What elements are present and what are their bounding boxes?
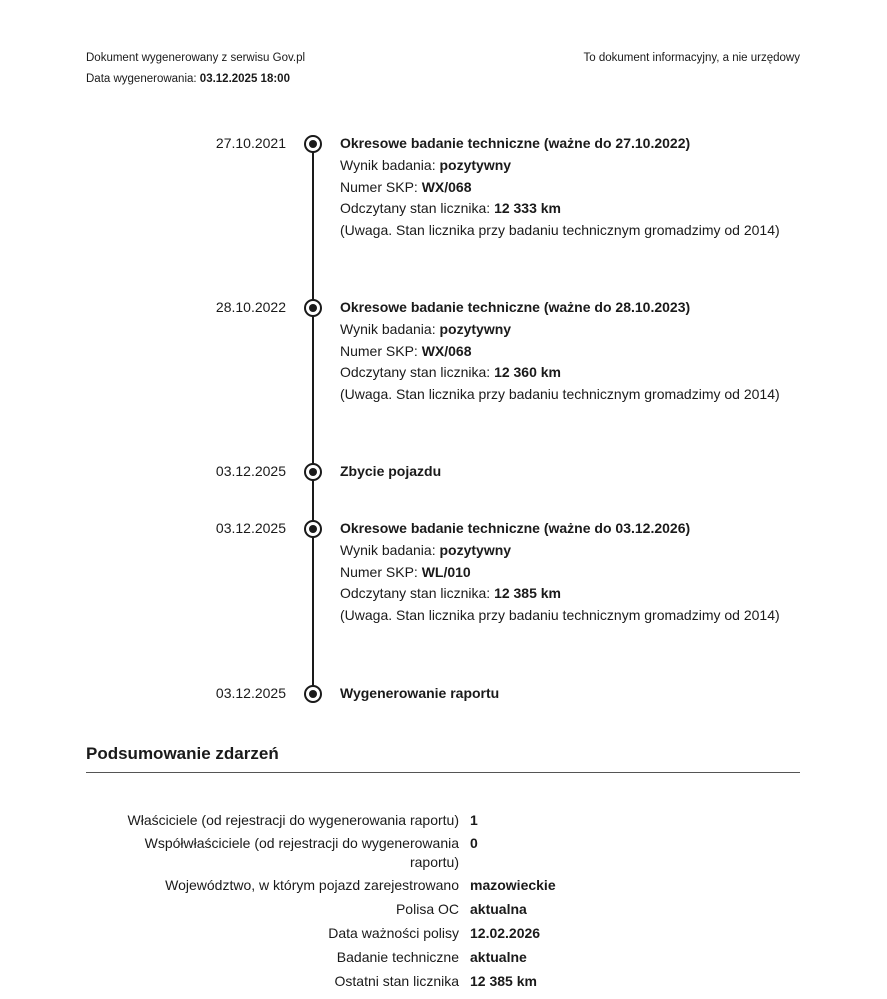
timeline-line xyxy=(312,143,314,693)
event-result: Wynik badania: pozytywny xyxy=(340,541,512,558)
event-date: 03.12.2025 xyxy=(215,463,286,479)
event-title: Wygenerowanie raportu xyxy=(340,685,500,701)
summary-value: aktualna xyxy=(470,901,527,917)
summary-label: Data ważności polisy xyxy=(328,925,459,941)
summary-value: 12 385 km xyxy=(470,973,537,989)
summary-value: mazowieckie xyxy=(470,877,556,893)
disclaimer-text: To dokument informacyjny, a nie urzędowy xyxy=(583,52,800,64)
timeline-dot-icon xyxy=(304,685,322,703)
event-result: Wynik badania: pozytywny xyxy=(340,156,512,173)
summary-label: Polisa OC xyxy=(395,901,459,917)
event-note: (Uwaga. Stan licznika przy badaniu technicznym gromadzimy od 2014) xyxy=(340,222,780,239)
event-skp: Numer SKP: WX/068 xyxy=(340,178,472,195)
summary-label: Ostatni stan licznika xyxy=(334,973,459,989)
event-body xyxy=(340,461,780,483)
event-odometer: Odczytany stan licznika: 12 333 km xyxy=(340,200,562,217)
timeline-dot-icon xyxy=(304,463,322,481)
generated-date-line xyxy=(86,69,305,90)
timeline-dot-icon xyxy=(304,299,322,317)
event-date: 28.10.2022 xyxy=(215,299,286,315)
summary-label: Właściciele (od rejestracji do wygenerowania raportu) xyxy=(127,812,459,828)
event-title: Okresowe badanie techniczne (ważne do 28.10.2023) xyxy=(340,299,691,315)
summary-value: 0 xyxy=(470,835,478,851)
generated-label: Data wygenerowania: xyxy=(86,73,197,85)
event-date: 27.10.2021 xyxy=(215,135,286,151)
event-body xyxy=(340,133,780,242)
event-skp: Numer SKP: WX/068 xyxy=(340,342,472,359)
summary-label: Badanie techniczne xyxy=(336,949,459,965)
event-body xyxy=(340,297,780,406)
summary-label: Współwłaściciele (od rejestracji do wygenerowania raportu) xyxy=(144,835,459,870)
header-left xyxy=(86,48,305,90)
event-title: Okresowe badanie techniczne (ważne do 27.10.2022) xyxy=(340,135,691,151)
event-title: Zbycie pojazdu xyxy=(340,463,442,479)
summary-value: aktualne xyxy=(470,949,527,965)
event-odometer: Odczytany stan licznika: 12 385 km xyxy=(340,585,562,602)
timeline-dot-icon xyxy=(304,135,322,153)
generated-value: 03.12.2025 18:00 xyxy=(199,73,290,85)
event-note: (Uwaga. Stan licznika przy badaniu technicznym gromadzimy od 2014) xyxy=(340,607,780,624)
summary-value: 12.02.2026 xyxy=(470,925,541,941)
summary-label: Województwo, w którym pojazd zarejestrowano xyxy=(165,877,459,893)
event-odometer: Odczytany stan licznika: 12 360 km xyxy=(340,364,562,381)
event-note: (Uwaga. Stan licznika przy badaniu technicznym gromadzimy od 2014) xyxy=(340,386,780,403)
event-result: Wynik badania: pozytywny xyxy=(340,320,512,337)
event-date: 03.12.2025 xyxy=(215,685,286,701)
event-body xyxy=(340,518,780,627)
event-title: Okresowe badanie techniczne (ważne do 03.12.2026) xyxy=(340,520,691,536)
event-date: 03.12.2025 xyxy=(215,520,286,536)
event-skp: Numer SKP: WL/010 xyxy=(340,563,471,580)
summary-value: 1 xyxy=(470,812,478,828)
summary-section-title: Podsumowanie zdarzeń xyxy=(86,744,800,773)
event-body xyxy=(340,683,780,705)
source-text: Dokument wygenerowany z serwisu Gov.pl xyxy=(86,52,306,64)
timeline-dot-icon xyxy=(304,520,322,538)
